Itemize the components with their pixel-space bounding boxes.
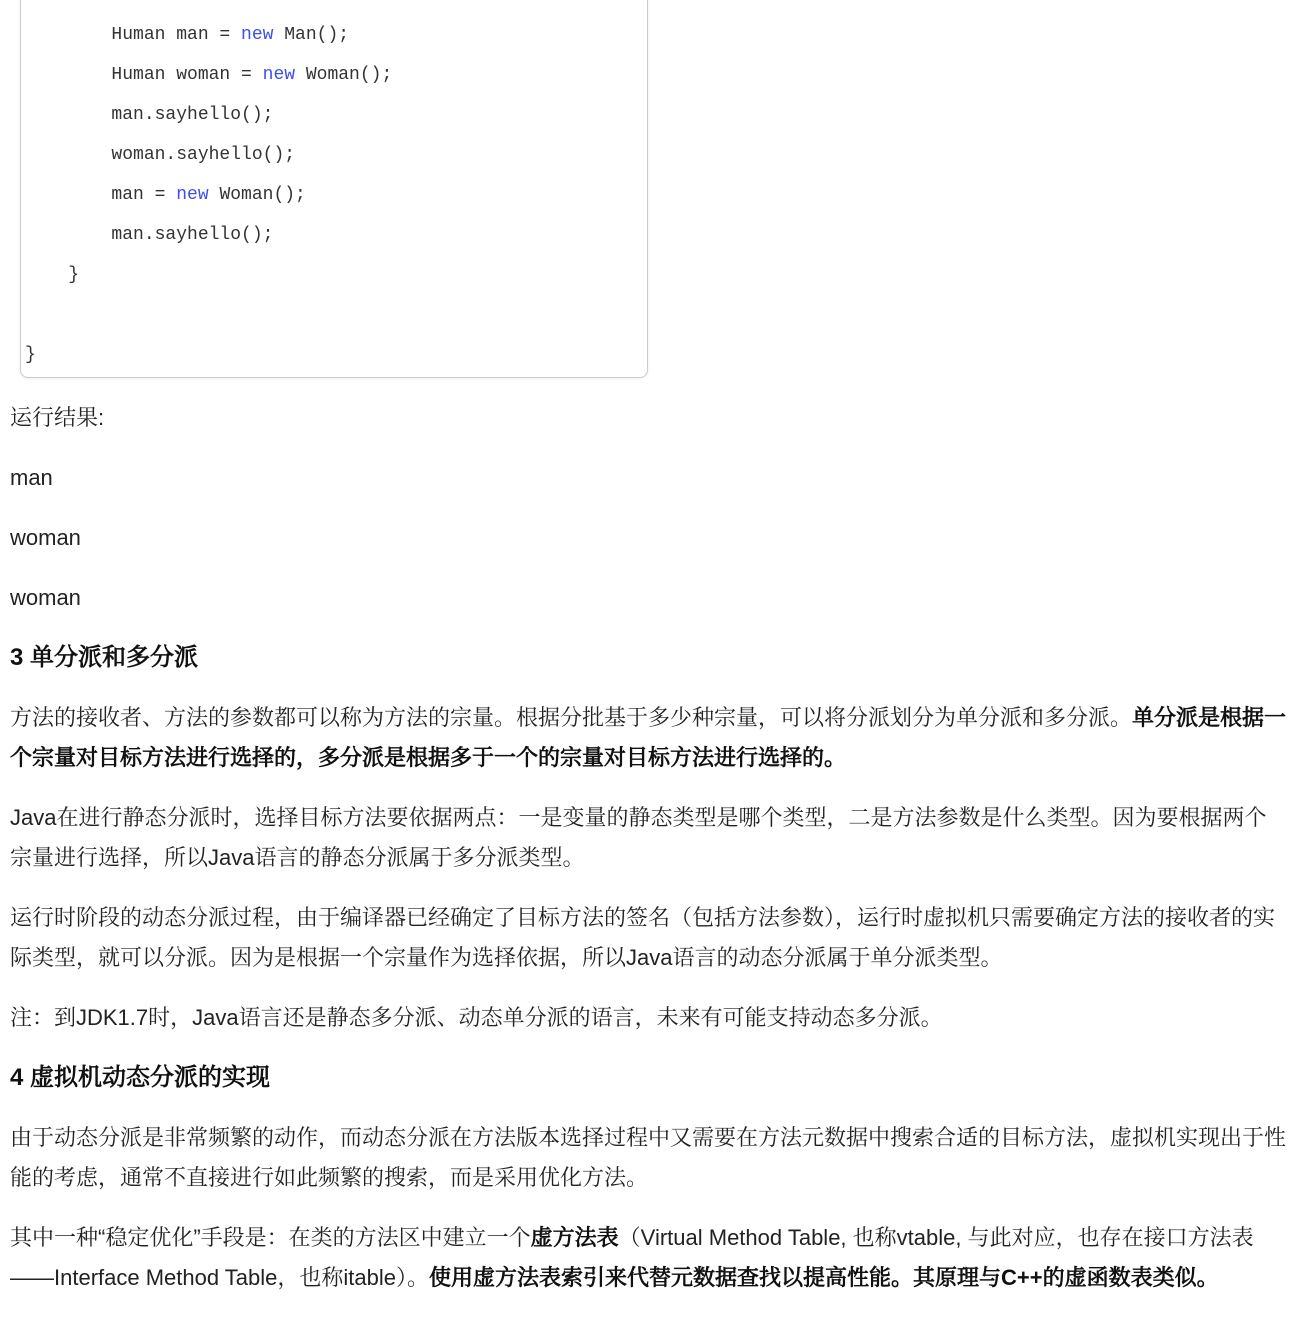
code-line bbox=[25, 255, 631, 295]
code-line bbox=[25, 55, 631, 95]
code-text: Woman(); bbox=[295, 65, 393, 85]
code-block bbox=[20, 0, 648, 378]
paragraph-optimization-reason: 由于动态分派是非常频繁的动作，而动态分派在方法版本选择过程中又需要在方法元数据中搜索合适的目标方法，虚拟机实现出于性能的考虑，通常不直接进行如此频繁的搜索，而是采用优化方法。 bbox=[10, 1125, 1287, 1190]
paragraph-text: 其中一种“稳定优化”手段是：在类的方法区中建立一个 bbox=[10, 1225, 531, 1250]
code-line bbox=[25, 135, 631, 175]
section-heading-single-multi-dispatch: 3 单分派和多分派 bbox=[10, 644, 199, 671]
code-keyword: new bbox=[262, 65, 296, 85]
code-text: woman.sayhello(); bbox=[25, 145, 296, 165]
paragraph-vtable bbox=[10, 1218, 1288, 1298]
paragraph-text: （Virtual Method Table, 也称vtable, 与此对应，也存在接口方法表——Interface Method Table，也称itable）。 bbox=[10, 1225, 1254, 1290]
run-result-label: 运行结果: bbox=[10, 405, 105, 430]
paragraph-static-dispatch: Java在进行静态分派时，选择目标方法要依据两点：一是变量的静态类型是哪个类型，二是方法参数是什么类型。因为要根据两个宗量进行选择，所以Java语言的静态分派属于多分派类型。 bbox=[10, 805, 1267, 870]
paragraph-dispatch-definition bbox=[10, 698, 1288, 778]
code-keyword: new bbox=[241, 25, 274, 45]
code-line bbox=[25, 215, 631, 255]
code-line bbox=[25, 95, 631, 135]
paragraph-bold-text: 单分派是根据一个宗量对目标方法进行选择的，多分派是根据多于一个的宗量对目标方法进行选择的。 bbox=[10, 705, 1287, 770]
code-text: Human woman = bbox=[25, 65, 263, 85]
code-text: } bbox=[25, 265, 80, 285]
code-text: Man(); bbox=[273, 25, 350, 45]
code-line bbox=[25, 335, 631, 375]
code-line bbox=[25, 175, 631, 215]
code-text: Human man = bbox=[25, 25, 242, 45]
code-text: } bbox=[25, 345, 36, 365]
output-line-1: man bbox=[10, 465, 53, 490]
paragraph-dynamic-dispatch: 运行时阶段的动态分派过程，由于编译器已经确定了目标方法的签名（包括方法参数），运行时虚拟机只需要确定方法的接收者的实际类型，就可以分派。因为是根据一个宗量作为选择依据，所以Java语言的动态分派属于单分派类型。 bbox=[10, 905, 1276, 970]
code-line bbox=[25, 295, 631, 335]
code-keyword: new bbox=[176, 185, 209, 205]
code-text: Woman(); bbox=[208, 185, 306, 205]
code-line bbox=[25, 15, 631, 55]
code-text: man.sayhello(); bbox=[25, 105, 274, 125]
code-text: man.sayhello(); bbox=[25, 225, 274, 245]
paragraph-text: 方法的接收者、方法的参数都可以称为方法的宗量。根据分批基于多少种宗量，可以将分派划分为单分派和多分派。 bbox=[10, 705, 1133, 730]
paragraph-bold-text: 虚方法表 bbox=[530, 1225, 619, 1250]
section-heading-vm-implementation: 4 虚拟机动态分派的实现 bbox=[10, 1064, 271, 1091]
output-line-2: woman bbox=[10, 525, 81, 550]
code-text: man = bbox=[25, 185, 177, 205]
paragraph-jdk-note: 注：到JDK1.7时，Java语言还是静态多分派、动态单分派的语言，未来有可能支持动态多分派。 bbox=[10, 1005, 943, 1030]
output-line-3: woman bbox=[10, 585, 81, 610]
paragraph-bold-text: 使用虚方法表索引来代替元数据查找以提高性能。其原理与C++的虚函数表类似。 bbox=[429, 1265, 1219, 1290]
